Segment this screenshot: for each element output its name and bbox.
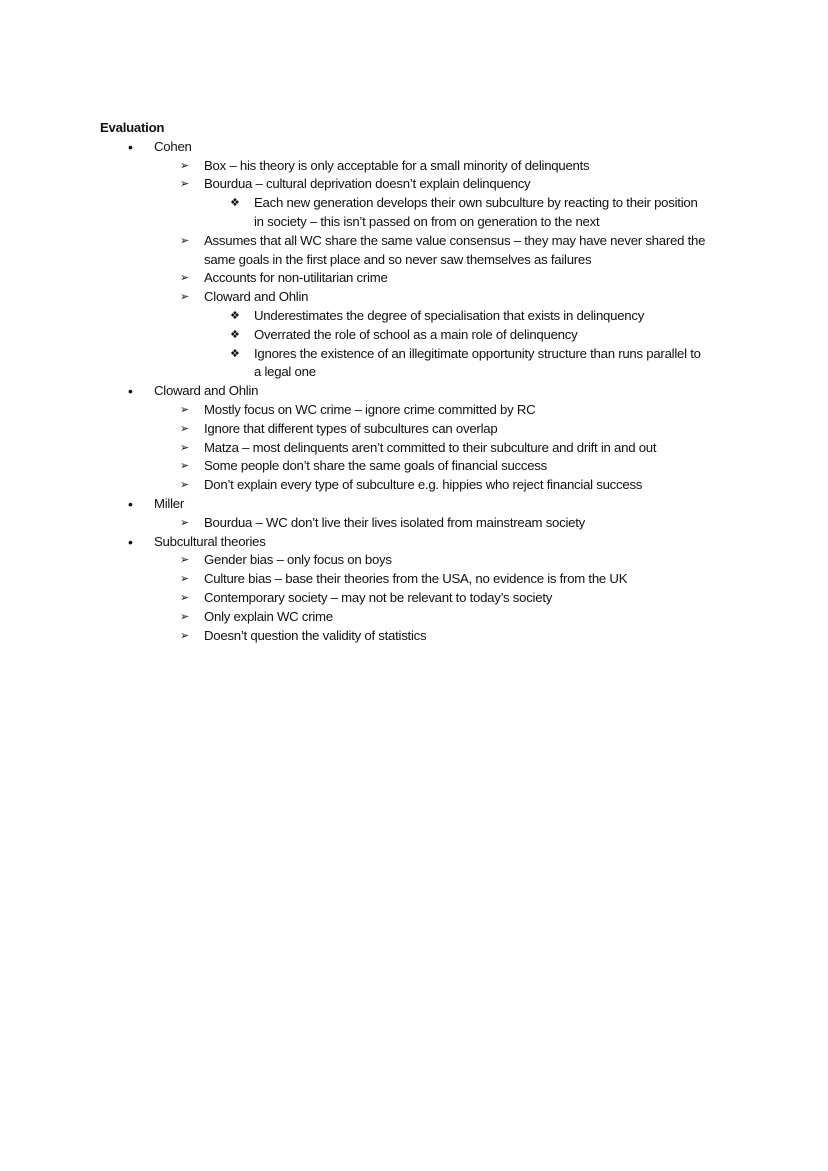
- list-item-point-text: Only explain WC crime: [204, 608, 333, 624]
- list-item-point: [100, 269, 724, 288]
- list-item-point: [100, 439, 724, 458]
- arrow-icon: ➢: [180, 591, 189, 604]
- arrow-icon: ➢: [180, 291, 189, 304]
- list-item-subpoint-text: Underestimates the degree of specialisation that exists in delinquency: [254, 307, 645, 323]
- list-item-point: [100, 589, 724, 608]
- evaluation-list: [100, 138, 740, 646]
- list-item-point-text: Culture bias – base their theories from the USA, no evidence is from the UK: [204, 571, 628, 587]
- list-item-point: [100, 288, 724, 307]
- list-item-point: [100, 551, 724, 570]
- arrow-icon: ➢: [180, 178, 189, 191]
- list-item-point: [100, 420, 724, 439]
- list-item-point-text: Accounts for non-utilitarian crime: [204, 270, 388, 286]
- list-item-point-text: Ignore that different types of subcultures can overlap: [204, 420, 498, 436]
- list-item-point-text: Gender bias – only focus on boys: [204, 552, 392, 568]
- bullet-icon: •: [128, 533, 133, 550]
- diamond-icon: ❖: [230, 197, 240, 210]
- list-item-subpoint-text: Ignores the existence of an illegitimate opportunity structure than runs parallel to a legal one: [254, 345, 701, 380]
- list-item-point: [100, 608, 724, 627]
- list-item-subpoint: [100, 307, 704, 326]
- diamond-icon: ❖: [230, 347, 240, 360]
- list-item-subpoint: [100, 345, 704, 383]
- list-item-point: [100, 401, 724, 420]
- list-item-topic: [100, 382, 724, 401]
- list-item-point-text: Matza – most delinquents aren’t committed to their subculture and drift in and out: [204, 439, 657, 455]
- arrow-icon: ➢: [180, 441, 189, 454]
- arrow-icon: ➢: [180, 554, 189, 567]
- list-item-point-text: Cloward and Ohlin: [204, 289, 309, 305]
- arrow-icon: ➢: [180, 610, 189, 623]
- arrow-icon: ➢: [180, 573, 189, 586]
- list-item-point: [100, 457, 724, 476]
- list-item-point-text: Mostly focus on WC crime – ignore crime committed by RC: [204, 401, 536, 417]
- list-item-topic: [100, 138, 724, 157]
- list-item-subpoint: [100, 326, 704, 345]
- diamond-icon: ❖: [230, 309, 240, 322]
- arrow-icon: ➢: [180, 159, 189, 172]
- arrow-icon: ➢: [180, 516, 189, 529]
- list-item-topic-text: Cloward and Ohlin: [154, 383, 259, 399]
- list-item-point-text: Assumes that all WC share the same value consensus – they may have never shared the same goals in the first place and so never saw themselves as failures: [204, 232, 706, 267]
- bullet-icon: •: [128, 383, 133, 400]
- arrow-icon: ➢: [180, 629, 189, 642]
- list-item-subpoint: [100, 194, 704, 232]
- diamond-icon: ❖: [230, 328, 240, 341]
- list-item-point: [100, 157, 724, 176]
- list-item-point-text: Doesn’t question the validity of statistics: [204, 627, 427, 643]
- list-item-point-text: Bourdua – cultural deprivation doesn’t explain delinquency: [204, 176, 531, 192]
- bullet-icon: •: [128, 495, 133, 512]
- list-item-point-text: Some people don’t share the same goals of financial success: [204, 458, 547, 474]
- arrow-icon: ➢: [180, 234, 189, 247]
- list-item-point-text: Don’t explain every type of subculture e.g. hippies who reject financial success: [204, 477, 643, 493]
- list-item-point: [100, 627, 724, 646]
- list-item-subpoint-text: Each new generation develops their own subculture by reacting to their position in society – this isn’t passed on from on generation to the next: [254, 195, 698, 229]
- list-item-topic: [100, 495, 724, 514]
- list-item-topic-text: Miller: [154, 495, 185, 511]
- list-item-point: [100, 514, 724, 533]
- arrow-icon: ➢: [180, 403, 189, 416]
- list-item-point-text: Box – his theory is only acceptable for a small minority of delinquents: [204, 157, 590, 173]
- list-item-topic: [100, 533, 724, 552]
- list-item-topic-text: Cohen: [154, 138, 192, 154]
- list-item-point: [100, 570, 724, 589]
- section-heading: Evaluation: [100, 120, 165, 135]
- arrow-icon: ➢: [180, 460, 189, 473]
- list-item-point-text: Contemporary society – may not be relevant to today’s society: [204, 589, 553, 605]
- list-item-point-text: Bourdua – WC don’t live their lives isolated from mainstream society: [204, 514, 585, 530]
- arrow-icon: ➢: [180, 479, 189, 492]
- bullet-icon: •: [128, 138, 133, 155]
- list-item-topic-text: Subcultural theories: [154, 533, 266, 549]
- document-body: [100, 119, 740, 645]
- arrow-icon: ➢: [180, 422, 189, 435]
- list-item-point: [100, 476, 724, 495]
- list-item-point: [100, 232, 724, 270]
- arrow-icon: ➢: [180, 272, 189, 285]
- list-item-subpoint-text: Overrated the role of school as a main role of delinquency: [254, 326, 578, 342]
- list-item-point: [100, 175, 724, 194]
